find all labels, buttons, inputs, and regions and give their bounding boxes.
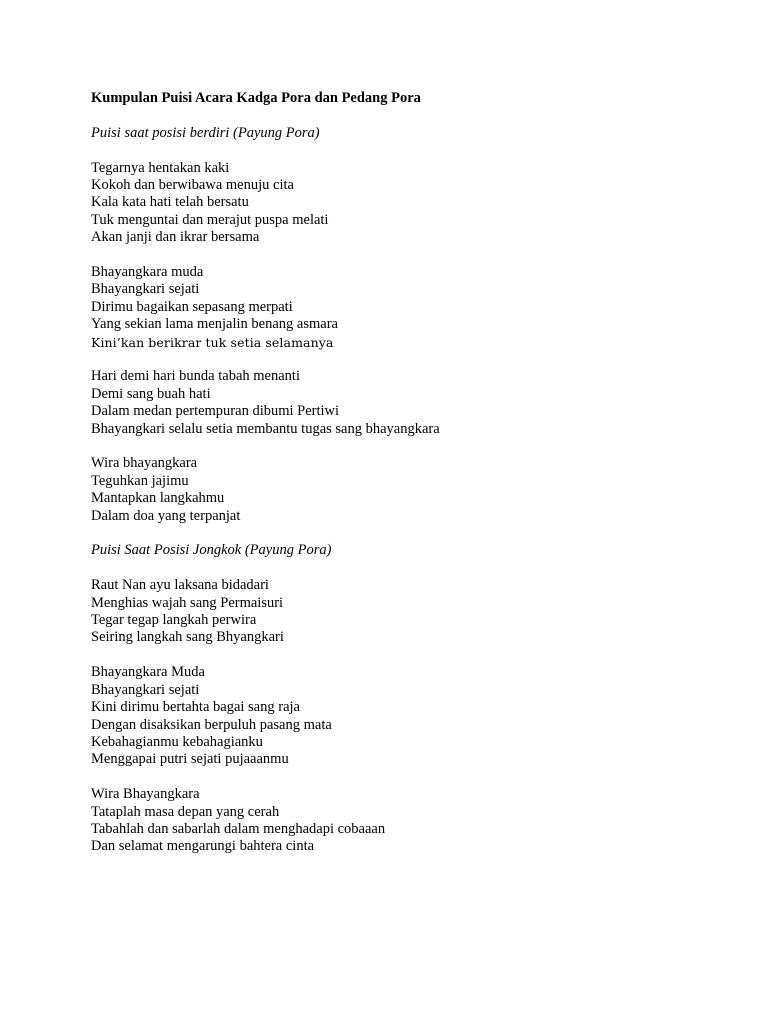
- poem-line: Tuk menguntai dan merajut puspa melati: [91, 211, 329, 228]
- poem-line: Dalam doa yang terpanjat: [91, 507, 241, 524]
- document-title: Kumpulan Puisi Acara Kadga Pora dan Pedang Pora: [91, 90, 421, 106]
- poem-line: Hari demi hari bunda tabah menanti: [91, 368, 300, 385]
- poem-line: Kini dirimu bertahta bagai sang raja: [91, 699, 300, 716]
- poem-line: Bhayangkara muda: [91, 264, 204, 281]
- stanza: [91, 160, 711, 247]
- poem-line: Dan selamat mengarungi bahtera cinta: [91, 838, 315, 855]
- stanza: [91, 455, 711, 525]
- poem-line: Kini’kan berikrar tuk setia selamanya: [91, 334, 334, 350]
- poem-line: Mantapkan langkahmu: [91, 490, 225, 507]
- poem-line: Dirimu bagaikan sepasang merpati: [91, 298, 293, 315]
- poem-line: Tegarnya hentakan kaki: [91, 159, 230, 176]
- poem-line: Kebahagianmu kebahagianku: [91, 733, 263, 750]
- poem-line: Bhayangkara Muda: [91, 664, 205, 681]
- section-heading-berdiri: Puisi saat posisi berdiri (Payung Pora): [91, 124, 320, 141]
- stanza: [91, 368, 711, 438]
- poem-line: Yang sekian lama menjalin benang asmara: [91, 316, 338, 333]
- poem-line: Menghias wajah sang Permaisuri: [91, 594, 284, 611]
- poem-line: Teguhkan jajimu: [91, 472, 189, 489]
- stanza: [91, 264, 711, 351]
- poem-line: Menggapai putri sejati pujaaanmu: [91, 751, 289, 768]
- section-heading-jongkok: Puisi Saat Posisi Jongkok (Payung Pora): [91, 542, 332, 559]
- poem-line: Dengan disaksikan berpuluh pasang mata: [91, 716, 332, 733]
- poem-line: Bhayangkari sejati: [91, 681, 200, 698]
- poem-line: Wira Bhayangkara: [91, 786, 200, 803]
- poem-line: Dalam medan pertempuran dibumi Pertiwi: [91, 403, 340, 420]
- poem-line: Tataplah masa depan yang cerah: [91, 803, 280, 820]
- poem-line: Tegar tegap langkah perwira: [91, 612, 257, 629]
- document-body: [91, 90, 711, 873]
- stanza: [91, 664, 711, 768]
- poem-line: Kokoh dan berwibawa menuju cita: [91, 177, 294, 193]
- poem-line: Kala kata hati telah bersatu: [91, 194, 249, 211]
- poem-line: Tabahlah dan sabarlah dalam menghadapi cobaaan: [91, 820, 386, 837]
- stanza: [91, 786, 711, 856]
- poem-line: Bhayangkari selalu setia membantu tugas sang bhayangkara: [91, 420, 440, 437]
- poem-line: Bhayangkari sejati: [91, 281, 200, 298]
- poem-line: Akan janji dan ikrar bersama: [91, 229, 260, 246]
- poem-line: Demi sang buah hati: [91, 385, 211, 402]
- poem-line: Seiring langkah sang Bhyangkari: [91, 629, 284, 646]
- poem-line: Wira bhayangkara: [91, 455, 198, 472]
- poem-line: Raut Nan ayu laksana bidadari: [91, 577, 269, 594]
- stanza: [91, 577, 711, 647]
